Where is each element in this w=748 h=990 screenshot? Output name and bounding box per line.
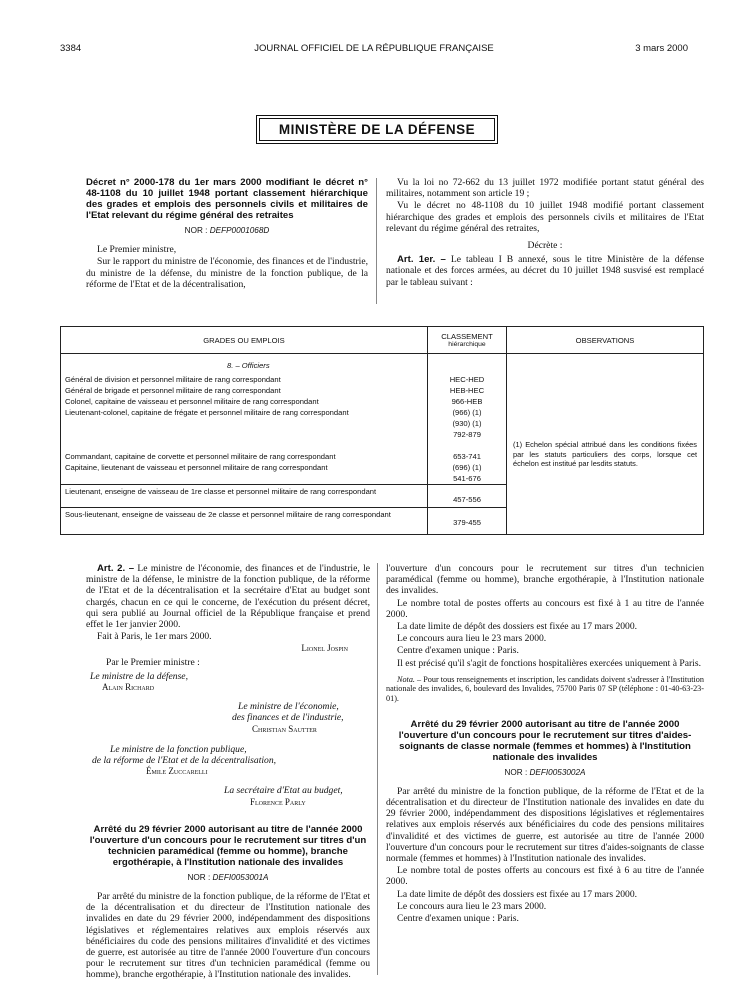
column-rule (376, 178, 377, 304)
decree-title: Décret n° 2000-178 du 1er mars 2000 modifiant le décret n° 48-1108 du 10 juillet 1948 portant classement hiérarchique des grades et emplois des personnels civils et militaires de l'Etat relevant du régime général des retraites (86, 177, 368, 221)
arrete2-p5: Centre d'examen unique : Paris. (397, 913, 519, 925)
col-header-observations: OBSERVATIONS (507, 327, 704, 354)
sec-budget-name: Florence Parly (250, 796, 306, 807)
art2-column (86, 563, 370, 981)
cls-row-4c: 792-879 (453, 430, 481, 439)
min-defense-title: Le ministre de la défense, (90, 670, 188, 682)
arrete1-nota: – Pour tous renseignements et inscription, les candidats doivent s'adresser à l'Institution nationale des invalides, 6, boulevard des Invalides, 75700 Paris 07 SP (téléphone : 01-40-63-23-01). (386, 674, 704, 704)
cls-row-8: 379-455 (428, 507, 506, 530)
arrete2-p1: Par arrêté du ministre de la fonction publique, de la réforme de l'Etat et de la décentralisation et du directeur de l'Institution nationale des invalides en date du 29 février 2000, indépendamment des dispositions législatives et réglementaires relatives aux emplois réservés aux bénéficiaires du code des pensions militaires d'invalidité et des victimes de guerre, est autorisée au titre de l'année 2000 l'ouverture d'un concours pour le recrutement sur titres d'aides-soignants de classe normale (femmes et hommes) à l'Institution nationale des invalides. (386, 785, 704, 865)
decree-nor-code: DEFP0001068D (209, 226, 270, 235)
arrete2-title: Arrêté du 29 février 2000 autorisant au titre de l'année 2000 l'ouverture d'un concours pour le recrutement sur titres d'aides-soignants de classe normale (femmes et hommes) à l'Institution nationale des invalides (398, 718, 692, 763)
cls-row-5: 653-741 (453, 452, 481, 461)
issue-date: 3 mars 2000 (635, 43, 688, 54)
decree-premier-ministre: Le Premier ministre, (97, 244, 177, 256)
art2-text: Le ministre de l'économie, des finances et de l'industrie, le ministre de la défense, le ministre de la fonction publique, de la réforme de l'Etat et de la décentralisation et la secrétaire d'Etat au budget sont chargés, chacun en ce qui le concerne, de l'exécution du présent décret, qui sera publié au Journal officiel de la République française et prend effet le 1er janvier 2000. (86, 563, 370, 631)
grade-row-2: Général de brigade et personnel militaire de rang correspondant (65, 386, 281, 395)
arrete1-title: Arrêté du 29 février 2000 autorisant au titre de l'année 2000 l'ouverture d'un concours pour le recrutement sur titres d'un technicien paramédical (femme ou homme), branche ergothérapie, à l'Institution nationale des invalides (89, 823, 367, 868)
ministry-title: MINISTÈRE DE LA DÉFENSE (259, 118, 495, 141)
arrete2-nor-code: DEFI0053002A (529, 767, 586, 777)
grade-row-4: Lieutenant-colonel, capitaine de frégate et personnel militaire de rang correspondant (65, 408, 349, 417)
arrete-right-column (386, 563, 704, 925)
section-officiers: 8. – Officiers (227, 361, 270, 370)
decree-vu-decret: Vu le décret no 48-1108 du 10 juillet 1948 modifié portant classement hiérarchique des grades et emplois des personnels civils et militaires de l'Etat relevant du régime général des retraites, (386, 200, 704, 234)
min-fp-title-1: Le ministre de la fonction publique, (110, 743, 247, 755)
grade-row-3: Colonel, capitaine de vaisseau et personnel militaire de rang correspondant (65, 397, 319, 406)
min-eco-title-2: des finances et de l'industrie, (232, 712, 344, 724)
art1-label: Art. 1er. – (397, 254, 446, 266)
column-rule-lower (377, 563, 378, 975)
journal-title: JOURNAL OFFICIEL DE LA RÉPUBLIQUE FRANÇAISE (254, 43, 494, 54)
grade-row-5: Commandant, capitaine de corvette et personnel militaire de rang correspondant (65, 452, 336, 461)
arrete1-nor-label: NOR : (187, 872, 211, 882)
grade-row-1: Général de division et personnel militaire de rang correspondant (65, 375, 281, 384)
min-eco-title-1: Le ministre de l'économie, (238, 701, 339, 713)
decree-right-column (386, 177, 704, 289)
arrete1-p5: Centre d'examen unique : Paris. (397, 645, 519, 657)
min-fp-title-2: de la réforme de l'Etat et de la décentralisation, (92, 755, 277, 767)
signature-pm: Lionel Jospin (301, 643, 348, 654)
sec-budget-title: La secrétaire d'Etat au budget, (224, 785, 343, 797)
arrete1-p6: Il est précisé qu'il s'agit de fonctions hospitalières exercées uniquement à Paris. (397, 657, 701, 669)
min-fp-name: Émile Zuccarelli (146, 766, 208, 777)
arrete1-p4: Le concours aura lieu le 23 mars 2000. (397, 633, 547, 645)
arrete1-p3: La date limite de dépôt des dossiers est fixée au 17 mars 2000. (397, 621, 638, 633)
cls-row-4b: (930) (1) (452, 419, 482, 428)
cls-row-6b: 541-676 (453, 474, 481, 483)
arrete2-p3: La date limite de dépôt des dossiers est fixée au 17 mars 2000. (397, 888, 638, 900)
par-premier-ministre: Par le Premier ministre : (106, 656, 200, 668)
arrete2-nor (386, 767, 704, 778)
grade-row-8: Sous-lieutenant, enseigne de vaisseau de 2e classe et personnel militaire de rang correspondant (61, 507, 427, 530)
decree-left-column (86, 177, 368, 291)
arrete1-nota-label: Nota. (397, 674, 415, 684)
min-eco-name: Christian Sautter (252, 723, 317, 734)
arrete1-nor (86, 872, 370, 883)
art2-label: Art. 2. – (97, 563, 135, 574)
arrete1-p1-continued: l'ouverture d'un concours pour le recrutement sur titres d'un technicien paramédical (femme ou homme), branche ergothérapie, à l'Institution nationale des invalides. (386, 563, 704, 597)
classement-cell (428, 354, 507, 535)
arrete2-p4: Le concours aura lieu le 23 mars 2000. (397, 900, 547, 912)
cls-row-6a: (696) (1) (452, 463, 482, 472)
arrete2-p2: Le nombre total de postes offerts au concours est fixé à 6 au titre de l'année 2000. (386, 865, 704, 888)
ministry-title-box (256, 115, 498, 144)
decree-vu-loi: Vu la loi no 72-662 du 13 juillet 1972 modifiée portant statut général des militaires, notamment son article 19 ; (386, 177, 704, 200)
cls-row-7: 457-556 (428, 484, 506, 507)
decree-nor (86, 225, 368, 236)
col-header-grades: GRADES OU EMPLOIS (61, 327, 428, 354)
observation-note: (1) Echelon spécial attribué dans les conditions fixées par les statuts particuliers des corps, lorsque cet échelon est institué par lesdits statuts. (513, 440, 697, 469)
decree-decrete: Décrète : (527, 240, 563, 252)
observations-cell (507, 354, 704, 535)
grades-cell (61, 354, 428, 535)
cls-row-1: HEC-HED (449, 375, 485, 384)
min-defense-name: Alain Richard (102, 682, 155, 693)
cls-row-3: 966-HEB (451, 397, 483, 406)
arrete1-p1: Par arrêté du ministre de la fonction publique, de la réforme de l'Etat et de la décentralisation et du directeur de l'Institution nationale des invalides en date du 29 février 2000, indépendamment des dispositions législatives et réglementaires relatives aux emplois réservés aux bénéficiaires du code des pensions militaires d'invalidité et des victimes de guerre, est autorisée au titre de l'année 2000 l'ouverture d'un concours pour le recrutement sur titres d'un technicien paramédical (femme ou homme), branche ergothérapie, à l'Institution nationale des invalides. (86, 891, 370, 981)
page-number: 3384 (60, 43, 82, 54)
art1-text: Le tableau I B annexé, sous le titre Ministère de la défense nationale et des forces armées, au décret du 10 juillet 1948 susvisé est remplacé par le tableau suivant : (386, 254, 704, 288)
art2-fait: Fait à Paris, le 1er mars 2000. (97, 631, 212, 643)
grade-row-7: Lieutenant, enseigne de vaisseau de 1re classe et personnel militaire de rang correspondant (61, 484, 427, 507)
decree-nor-label: NOR : (184, 226, 208, 235)
grades-table (60, 326, 704, 535)
arrete2-nor-label: NOR : (504, 767, 528, 777)
cls-row-4a: (966) (1) (452, 408, 482, 417)
cls-row-2: HEB-HEC (449, 386, 485, 395)
arrete1-nor-code: DEFI0053001A (212, 872, 269, 882)
arrete1-p2: Le nombre total de postes offerts au concours est fixé à 1 au titre de l'année 2000. (386, 597, 704, 620)
col-header-classement-2: hiérarchique (448, 341, 486, 348)
col-header-classement (428, 327, 507, 354)
col-header-classement-1: CLASSEMENT (441, 332, 493, 341)
grade-row-6: Capitaine, lieutenant de vaisseau et personnel militaire de rang correspondant (65, 463, 328, 472)
decree-sur-rapport: Sur le rapport du ministre de l'économie, des finances et de l'industrie, du ministre de la défense, du ministre de la fonction publique, de la réforme de l'Etat et de la décentralisation, (86, 256, 368, 290)
